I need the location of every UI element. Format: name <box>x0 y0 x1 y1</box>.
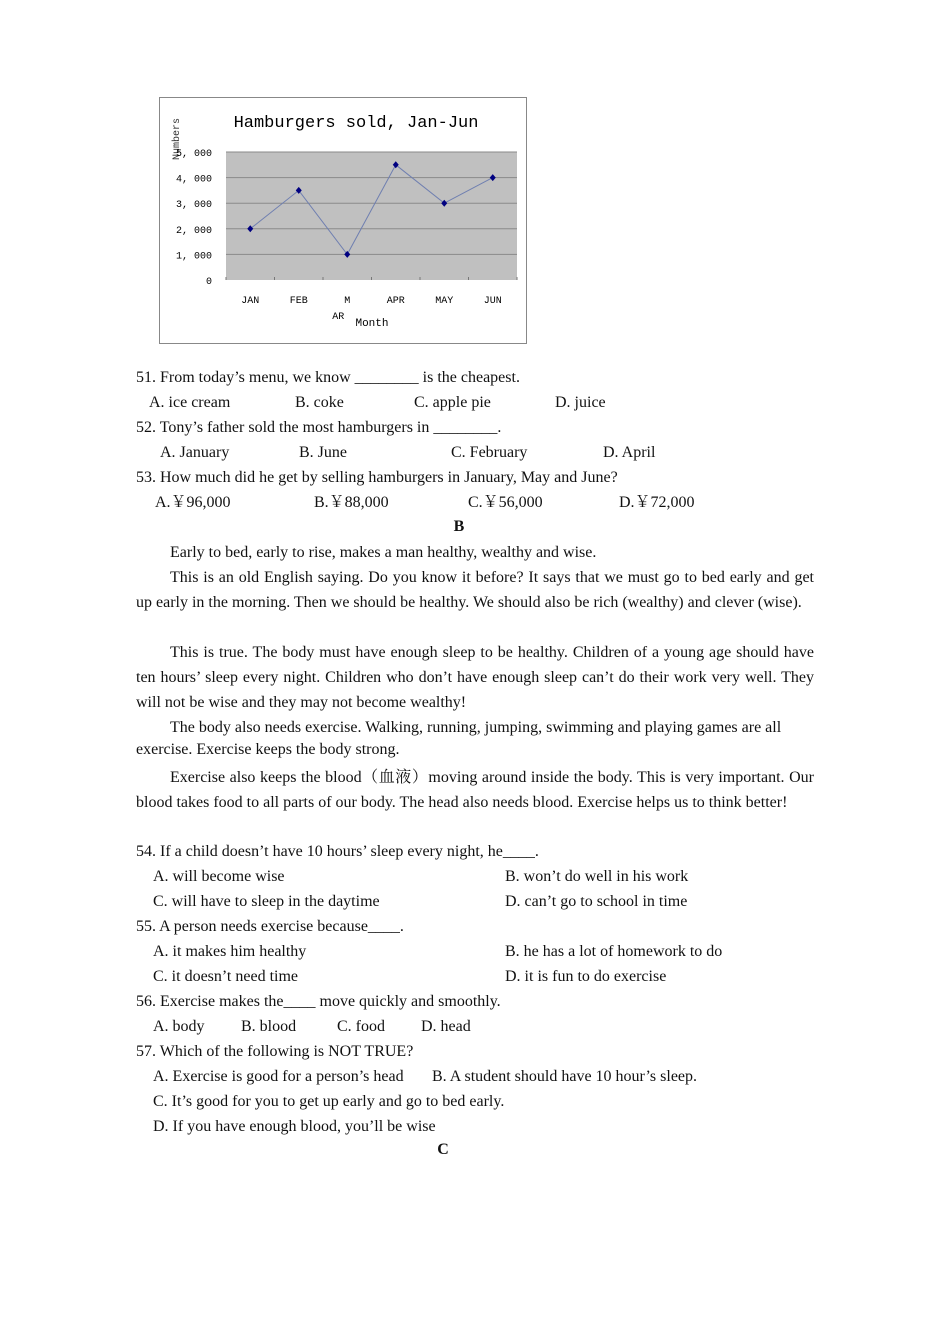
passage-p4-text: The body also needs exercise. Walking, running, jumping, swimming and playing games are all <box>170 719 782 736</box>
q57-option-a: A. Exercise is good for a person’s head <box>153 1068 404 1085</box>
section-b-heading: B <box>453 518 465 535</box>
x-tick-label: APR <box>386 296 405 307</box>
q52-option-c: C. February <box>451 444 528 461</box>
q55-option-c: C. it doesn’t need time <box>153 968 299 985</box>
q57-option-d: D. If you have enough blood, you’ll be wise <box>153 1118 436 1135</box>
x-tick-label: M <box>344 296 351 307</box>
x-tick-label: JAN <box>241 296 260 307</box>
question-54-stem: 54. If a child doesn’t have 10 hours’ sleep every night, he____. <box>136 843 539 860</box>
q53-option-c: C.￥56,000 <box>468 494 543 511</box>
y-tick-label: 2, 000 <box>175 225 212 237</box>
q52-option-b: B. June <box>299 444 347 461</box>
q57-option-c: C. It’s good for you to get up early and go to bed early. <box>153 1093 505 1110</box>
q56-option-d: D. head <box>421 1018 471 1035</box>
q54-option-a: A. will become wise <box>153 868 285 885</box>
passage-p2-text: This is an old English saying. Do you know it before? It says that we must go to bed early and get up early in the morning. Then we should be healthy. We should also be rich (wealthy) and clever (wise). <box>136 569 814 611</box>
chart-svg <box>160 98 526 343</box>
question-52-stem: 52. Tony’s father sold the most hamburgers in ________. <box>136 419 502 436</box>
question-57-stem: 57. Which of the following is NOT TRUE? <box>136 1043 414 1060</box>
q51-option-d: D. juice <box>555 394 606 411</box>
q55-option-b: B. he has a lot of homework to do <box>505 943 723 960</box>
q56-option-c: C. food <box>337 1018 385 1035</box>
q53-option-b: B.￥88,000 <box>314 494 389 511</box>
y-tick-label: 5, 000 <box>175 149 212 160</box>
q54-option-c: C. will have to sleep in the daytime <box>153 893 380 910</box>
q54-option-b: B. won’t do well in his work <box>505 868 689 885</box>
passage-p4b-text: exercise. Exercise keeps the body strong. <box>136 741 400 758</box>
passage-paragraph-2 <box>136 565 814 615</box>
y-tick-label: 0 <box>205 277 212 288</box>
q55-option-a: A. it makes him healthy <box>153 943 307 960</box>
q53-option-a: A.￥96,000 <box>155 494 231 511</box>
question-55-stem: 55. A person needs exercise because____. <box>136 918 404 935</box>
hamburger-sales-chart <box>159 97 527 344</box>
chart-title: Hamburgers sold, Jan-Jun <box>233 114 479 133</box>
x-tick-label: MAY <box>435 296 454 307</box>
q51-option-a: A. ice cream <box>149 394 231 411</box>
q51-option-b: B. coke <box>295 394 344 411</box>
q56-option-b: B. blood <box>241 1018 297 1035</box>
question-51-stem: 51. From today’s menu, we know ________ is the cheapest. <box>136 369 520 386</box>
q56-option-a: A. body <box>153 1018 205 1035</box>
q57-option-b: B. A student should have 10 hour’s sleep. <box>432 1068 698 1085</box>
question-56-stem: 56. Exercise makes the____ move quickly and smoothly. <box>136 993 501 1010</box>
passage-paragraph-5 <box>136 765 814 815</box>
x-tick-label-line2: AR <box>332 312 345 323</box>
q52-option-a: A. January <box>160 444 230 461</box>
x-tick-label: FEB <box>289 296 308 307</box>
passage-paragraph-1 <box>136 540 814 565</box>
x-tick-label: JUN <box>483 296 502 307</box>
q53-option-d: D.￥72,000 <box>619 494 695 511</box>
section-c-heading: C <box>437 1141 449 1158</box>
passage-p1-text: Early to bed, early to rise, makes a man healthy, wealthy and wise. <box>170 544 597 561</box>
question-53-stem: 53. How much did he get by selling hamburgers in January, May and June? <box>136 469 618 486</box>
x-axis-label: Month <box>355 318 389 330</box>
passage-paragraph-3 <box>136 640 814 715</box>
passage-p3-text: This is true. The body must have enough sleep to be healthy. Children of a young age should have ten hours’ sleep every night. Children who don’t have enough sleep can’t do their work very well. They will not be wise and they may not become wealthy! <box>136 644 814 711</box>
passage-p5-text: Exercise also keeps the blood（血液）moving around inside the body. This is very important. Our blood takes food to all parts of our body. The head also needs blood. Exercise helps us to think better! <box>136 769 814 811</box>
plot-area <box>226 152 517 280</box>
y-tick-label: 3, 000 <box>175 200 212 212</box>
y-tick-label: 4, 000 <box>175 174 212 186</box>
y-tick-label: 1, 000 <box>175 251 212 263</box>
q55-option-d: D. it is fun to do exercise <box>505 968 667 985</box>
q51-option-c: C. apple pie <box>414 394 491 411</box>
passage-paragraph-4-continued <box>136 740 814 760</box>
y-axis-label: Numbers <box>172 117 183 160</box>
q52-option-d: D. April <box>603 444 656 461</box>
q54-option-d: D. can’t go to school in time <box>505 893 688 910</box>
passage-paragraph-4 <box>136 715 814 740</box>
